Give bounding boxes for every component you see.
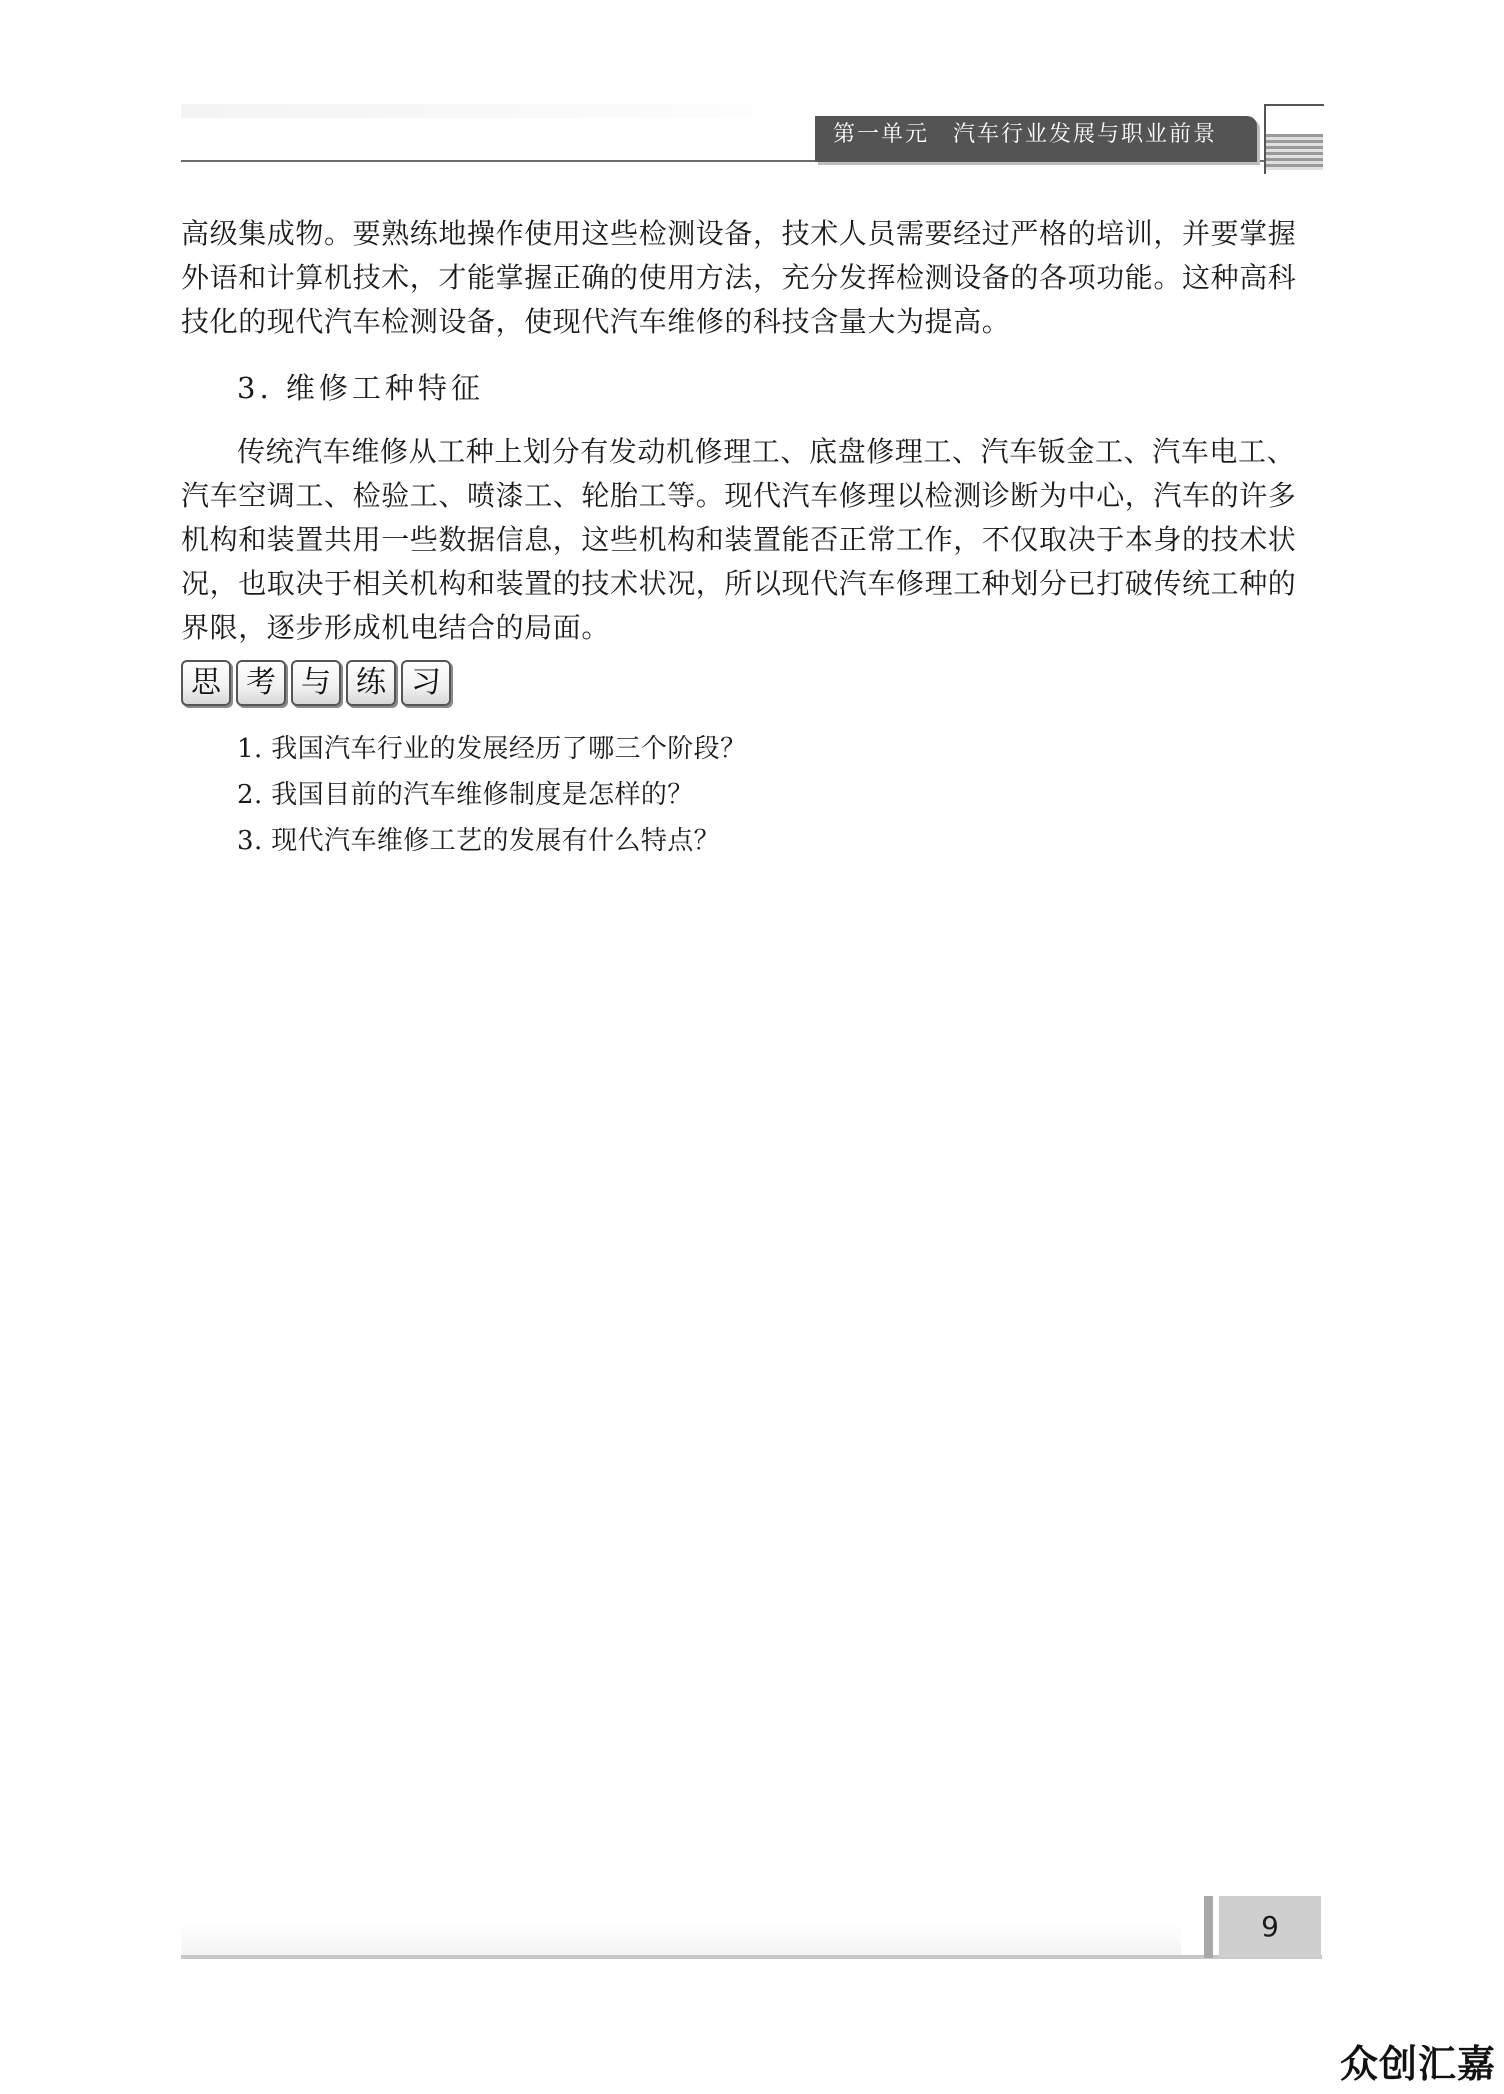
header-corner-stripes (1266, 134, 1323, 170)
exercise-heading-char: 习 (401, 660, 451, 706)
exercise-heading-char: 考 (236, 660, 286, 706)
footer-rule (181, 1955, 1322, 1959)
footer-accent-bar (1204, 1896, 1213, 1958)
watermark-logo: 众创汇嘉 (1339, 2042, 1496, 2086)
exercise-questions (237, 726, 746, 864)
paragraph-repair-trades: 传统汽车维修从工种上划分有发动机修理工、底盘修理工、汽车钣金工、汽车电工、汽车空调工、检验工、喷漆工、轮胎工等。现代汽车修理以检测诊断为中心，汽车的许多机构和装置共用一些数据信息，这些机构和装置能否正常工作，不仅取决于本身的技术状况，也取决于相关机构和装置的技术状况，所以现代汽车修理工种划分已打破传统工种的界限，逐步形成机电结合的局面。 (181, 435, 1297, 644)
header-corner-decoration (1264, 104, 1324, 106)
section-title: 3. 维修工种特征 (237, 371, 484, 405)
exercise-heading-char: 思 (181, 660, 231, 706)
exercise-heading-char: 与 (291, 660, 341, 706)
footer-band (181, 1922, 1181, 1958)
page-number: 9 (1261, 1910, 1279, 1943)
running-title: 第一单元 汽车行业发展与职业前景 (833, 122, 1218, 147)
header-decoration (181, 104, 811, 118)
exercise-question: 2. 我国目前的汽车维修制度是怎样的？ (237, 780, 694, 810)
exercise-question: 3. 现代汽车维修工艺的发展有什么特点？ (237, 826, 721, 856)
exercise-question: 1. 我国汽车行业的发展经历了哪三个阶段？ (237, 734, 747, 764)
paragraph-continued: 高级集成物。要熟练地操作使用这些检测设备，技术人员需要经过严格的培训，并要掌握外语和计算机技术，才能掌握正确的使用方法，充分发挥检测设备的各项功能。这种高科技化的现代汽车检测设备，使现代汽车维修的科技含量大为提高。 (181, 217, 1297, 338)
exercise-heading-char: 练 (346, 660, 396, 706)
exercise-heading (181, 660, 451, 706)
